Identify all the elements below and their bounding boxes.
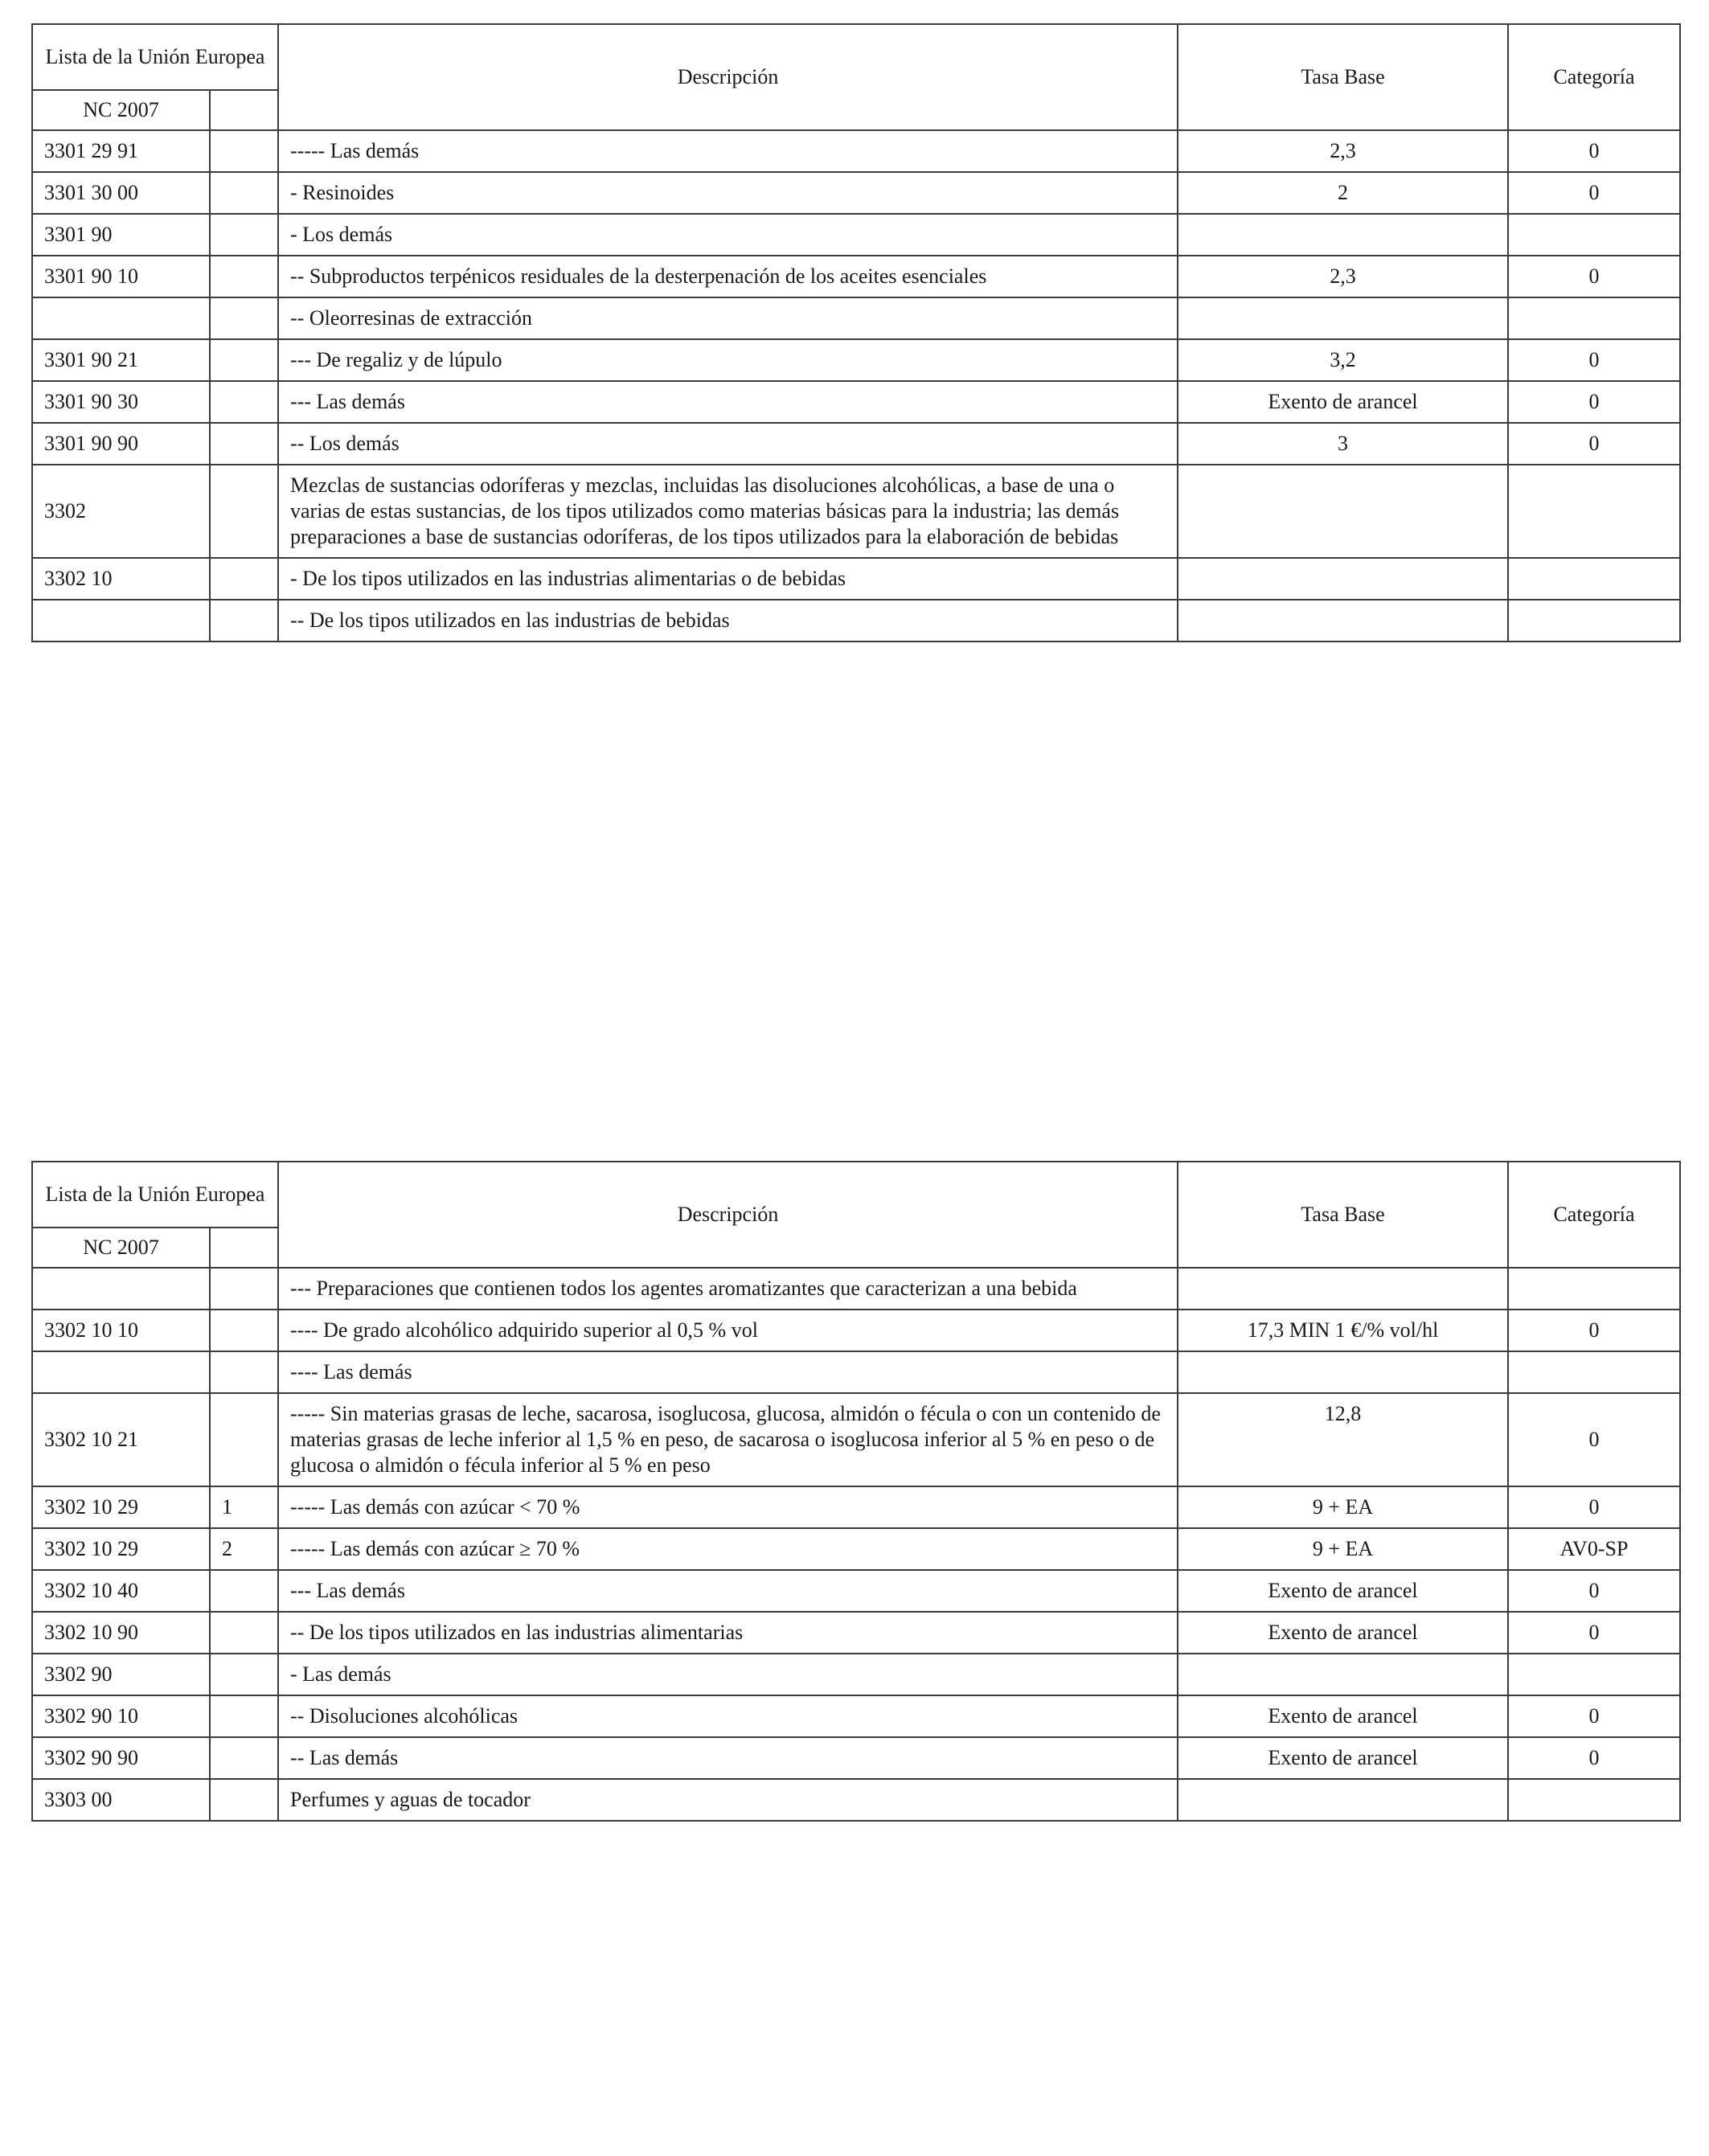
- header-nc-sub: [210, 90, 278, 130]
- nc-code-cell: 3301 90: [32, 214, 210, 256]
- base-rate-cell: 3,2: [1178, 339, 1508, 381]
- table-row: [32, 423, 1680, 465]
- sub-number-cell: [210, 381, 278, 423]
- base-rate-cell: [1178, 297, 1508, 339]
- sub-number-cell: [210, 256, 278, 297]
- description-cell: -- De los tipos utilizados en las industrias de bebidas: [278, 600, 1178, 641]
- nc-code-cell: 3302 10 90: [32, 1612, 210, 1654]
- tariff-table-2: [31, 1161, 1681, 1822]
- nc-code-cell: 3302 10 40: [32, 1570, 210, 1612]
- description-cell: -- Las demás: [278, 1737, 1178, 1779]
- category-cell: 0: [1508, 256, 1680, 297]
- sub-number-cell: [210, 339, 278, 381]
- description-cell: ----- Sin materias grasas de leche, sacarosa, isoglucosa, glucosa, almidón o fécula o con un contenido de materias grasas de leche inferior al 1,5 % en peso, de sacarosa o isoglucosa inferior al 5 % en peso o de glucosa o almidón o fécula inferior al 5 % en peso: [278, 1393, 1178, 1486]
- description-cell: --- Las demás: [278, 381, 1178, 423]
- header-nc-sub: [210, 1228, 278, 1268]
- description-cell: ----- Las demás con azúcar < 70 %: [278, 1486, 1178, 1528]
- header-rate: Tasa Base: [1178, 1162, 1508, 1268]
- description-cell: ---- De grado alcohólico adquirido superior al 0,5 % vol: [278, 1310, 1178, 1351]
- description-cell: ---- Las demás: [278, 1351, 1178, 1393]
- description-cell: --- De regaliz y de lúpulo: [278, 339, 1178, 381]
- category-cell: 0: [1508, 339, 1680, 381]
- category-cell: [1508, 465, 1680, 558]
- category-cell: 0: [1508, 1486, 1680, 1528]
- table-row: [32, 558, 1680, 600]
- table-row: [32, 256, 1680, 297]
- header-description: Descripción: [278, 1162, 1178, 1268]
- base-rate-cell: Exento de arancel: [1178, 1570, 1508, 1612]
- nc-code-cell: 3301 90 90: [32, 423, 210, 465]
- category-cell: 0: [1508, 1393, 1680, 1486]
- base-rate-cell: [1178, 558, 1508, 600]
- category-cell: 0: [1508, 423, 1680, 465]
- table-row: [32, 1486, 1680, 1528]
- header-category: Categoría: [1508, 24, 1680, 130]
- sub-number-cell: [210, 558, 278, 600]
- nc-code-cell: 3301 90 30: [32, 381, 210, 423]
- table-row: [32, 172, 1680, 214]
- nc-code-cell: 3302 90 90: [32, 1737, 210, 1779]
- base-rate-cell: 9 + EA: [1178, 1528, 1508, 1570]
- base-rate-cell: 2,3: [1178, 130, 1508, 172]
- sub-number-cell: [210, 1268, 278, 1310]
- category-cell: [1508, 1654, 1680, 1695]
- header-list: Lista de la Unión Europea: [32, 1162, 278, 1228]
- table-row: [32, 1351, 1680, 1393]
- sub-number-cell: [210, 1737, 278, 1779]
- sub-number-cell: 1: [210, 1486, 278, 1528]
- description-cell: - De los tipos utilizados en las industrias alimentarias o de bebidas: [278, 558, 1178, 600]
- table-row: [32, 1612, 1680, 1654]
- nc-code-cell: 3302 10: [32, 558, 210, 600]
- base-rate-cell: [1178, 1351, 1508, 1393]
- table-row: [32, 1737, 1680, 1779]
- sub-number-cell: [210, 1310, 278, 1351]
- sub-number-cell: [210, 465, 278, 558]
- table-body: [32, 1268, 1680, 1821]
- sub-number-cell: [210, 423, 278, 465]
- base-rate-cell: 17,3 MIN 1 €/% vol/hl: [1178, 1310, 1508, 1351]
- category-cell: 0: [1508, 172, 1680, 214]
- nc-code-cell: 3301 30 00: [32, 172, 210, 214]
- sub-number-cell: [210, 1695, 278, 1737]
- nc-code-cell: 3302 90: [32, 1654, 210, 1695]
- base-rate-cell: 3: [1178, 423, 1508, 465]
- description-cell: - Las demás: [278, 1654, 1178, 1695]
- base-rate-cell: Exento de arancel: [1178, 381, 1508, 423]
- category-cell: 0: [1508, 381, 1680, 423]
- category-cell: [1508, 297, 1680, 339]
- description-cell: ----- Las demás con azúcar ≥ 70 %: [278, 1528, 1178, 1570]
- table-row: [32, 1570, 1680, 1612]
- base-rate-cell: 12,8: [1178, 1393, 1508, 1486]
- sub-number-cell: [210, 1779, 278, 1821]
- sub-number-cell: [210, 214, 278, 256]
- nc-code-cell: 3302 10 29: [32, 1486, 210, 1528]
- nc-code-cell: [32, 1268, 210, 1310]
- sub-number-cell: [210, 297, 278, 339]
- nc-code-cell: [32, 297, 210, 339]
- description-cell: Perfumes y aguas de tocador: [278, 1779, 1178, 1821]
- table-row: [32, 130, 1680, 172]
- category-cell: [1508, 214, 1680, 256]
- base-rate-cell: Exento de arancel: [1178, 1695, 1508, 1737]
- base-rate-cell: [1178, 465, 1508, 558]
- category-cell: 0: [1508, 1570, 1680, 1612]
- table-row: [32, 297, 1680, 339]
- category-cell: 0: [1508, 1695, 1680, 1737]
- table-row: [32, 600, 1680, 641]
- category-cell: [1508, 558, 1680, 600]
- category-cell: [1508, 600, 1680, 641]
- description-cell: - Resinoides: [278, 172, 1178, 214]
- sub-number-cell: [210, 1612, 278, 1654]
- nc-code-cell: 3301 29 91: [32, 130, 210, 172]
- base-rate-cell: [1178, 1268, 1508, 1310]
- category-cell: AV0-SP: [1508, 1528, 1680, 1570]
- nc-code-cell: 3302 90 10: [32, 1695, 210, 1737]
- table-row: [32, 339, 1680, 381]
- description-cell: -- Disoluciones alcohólicas: [278, 1695, 1178, 1737]
- category-cell: [1508, 1779, 1680, 1821]
- sub-number-cell: [210, 130, 278, 172]
- header-nc: NC 2007: [32, 1228, 210, 1268]
- category-cell: 0: [1508, 1310, 1680, 1351]
- header-list: Lista de la Unión Europea: [32, 24, 278, 90]
- nc-code-cell: 3302: [32, 465, 210, 558]
- sub-number-cell: [210, 600, 278, 641]
- table-row: [32, 1268, 1680, 1310]
- base-rate-cell: 2,3: [1178, 256, 1508, 297]
- nc-code-cell: 3302 10 29: [32, 1528, 210, 1570]
- base-rate-cell: 2: [1178, 172, 1508, 214]
- description-cell: Mezclas de sustancias odoríferas y mezclas, incluidas las disoluciones alcohólicas, a base de una o varias de estas sustancias, de los tipos utilizados como materias básicas para la industria; las demás preparaciones a base de sustancias odoríferas, de los tipos utilizados para la elaboración de bebidas: [278, 465, 1178, 558]
- base-rate-cell: [1178, 600, 1508, 641]
- nc-code-cell: 3302 10 10: [32, 1310, 210, 1351]
- header-rate: Tasa Base: [1178, 24, 1508, 130]
- description-cell: --- Las demás: [278, 1570, 1178, 1612]
- sub-number-cell: [210, 1570, 278, 1612]
- nc-code-cell: 3303 00: [32, 1779, 210, 1821]
- table-row: [32, 214, 1680, 256]
- category-cell: [1508, 1351, 1680, 1393]
- base-rate-cell: Exento de arancel: [1178, 1737, 1508, 1779]
- base-rate-cell: 9 + EA: [1178, 1486, 1508, 1528]
- category-cell: 0: [1508, 130, 1680, 172]
- description-cell: -- Oleorresinas de extracción: [278, 297, 1178, 339]
- nc-code-cell: 3301 90 10: [32, 256, 210, 297]
- table-row: [32, 1695, 1680, 1737]
- description-cell: -- De los tipos utilizados en las industrias alimentarias: [278, 1612, 1178, 1654]
- nc-code-cell: [32, 1351, 210, 1393]
- header-nc: NC 2007: [32, 90, 210, 130]
- table-row: [32, 1310, 1680, 1351]
- header-description: Descripción: [278, 24, 1178, 130]
- description-cell: -- Los demás: [278, 423, 1178, 465]
- description-cell: ----- Las demás: [278, 130, 1178, 172]
- category-cell: [1508, 1268, 1680, 1310]
- table-row: [32, 381, 1680, 423]
- description-cell: --- Preparaciones que contienen todos los agentes aromatizantes que caracterizan a una bebida: [278, 1268, 1178, 1310]
- table-row: [32, 1779, 1680, 1821]
- sub-number-cell: [210, 1393, 278, 1486]
- table-row: [32, 1528, 1680, 1570]
- table-row: [32, 1654, 1680, 1695]
- category-cell: 0: [1508, 1737, 1680, 1779]
- tariff-table-1: [31, 23, 1681, 642]
- nc-code-cell: 3302 10 21: [32, 1393, 210, 1486]
- sub-number-cell: [210, 172, 278, 214]
- nc-code-cell: 3301 90 21: [32, 339, 210, 381]
- sub-number-cell: [210, 1351, 278, 1393]
- description-cell: - Los demás: [278, 214, 1178, 256]
- table-row: [32, 465, 1680, 558]
- description-cell: -- Subproductos terpénicos residuales de la desterpenación de los aceites esenciales: [278, 256, 1178, 297]
- category-cell: 0: [1508, 1612, 1680, 1654]
- sub-number-cell: 2: [210, 1528, 278, 1570]
- nc-code-cell: [32, 600, 210, 641]
- base-rate-cell: Exento de arancel: [1178, 1612, 1508, 1654]
- base-rate-cell: [1178, 1779, 1508, 1821]
- header-category: Categoría: [1508, 1162, 1680, 1268]
- sub-number-cell: [210, 1654, 278, 1695]
- table-row: [32, 1393, 1680, 1486]
- base-rate-cell: [1178, 1654, 1508, 1695]
- table-body: [32, 130, 1680, 641]
- base-rate-cell: [1178, 214, 1508, 256]
